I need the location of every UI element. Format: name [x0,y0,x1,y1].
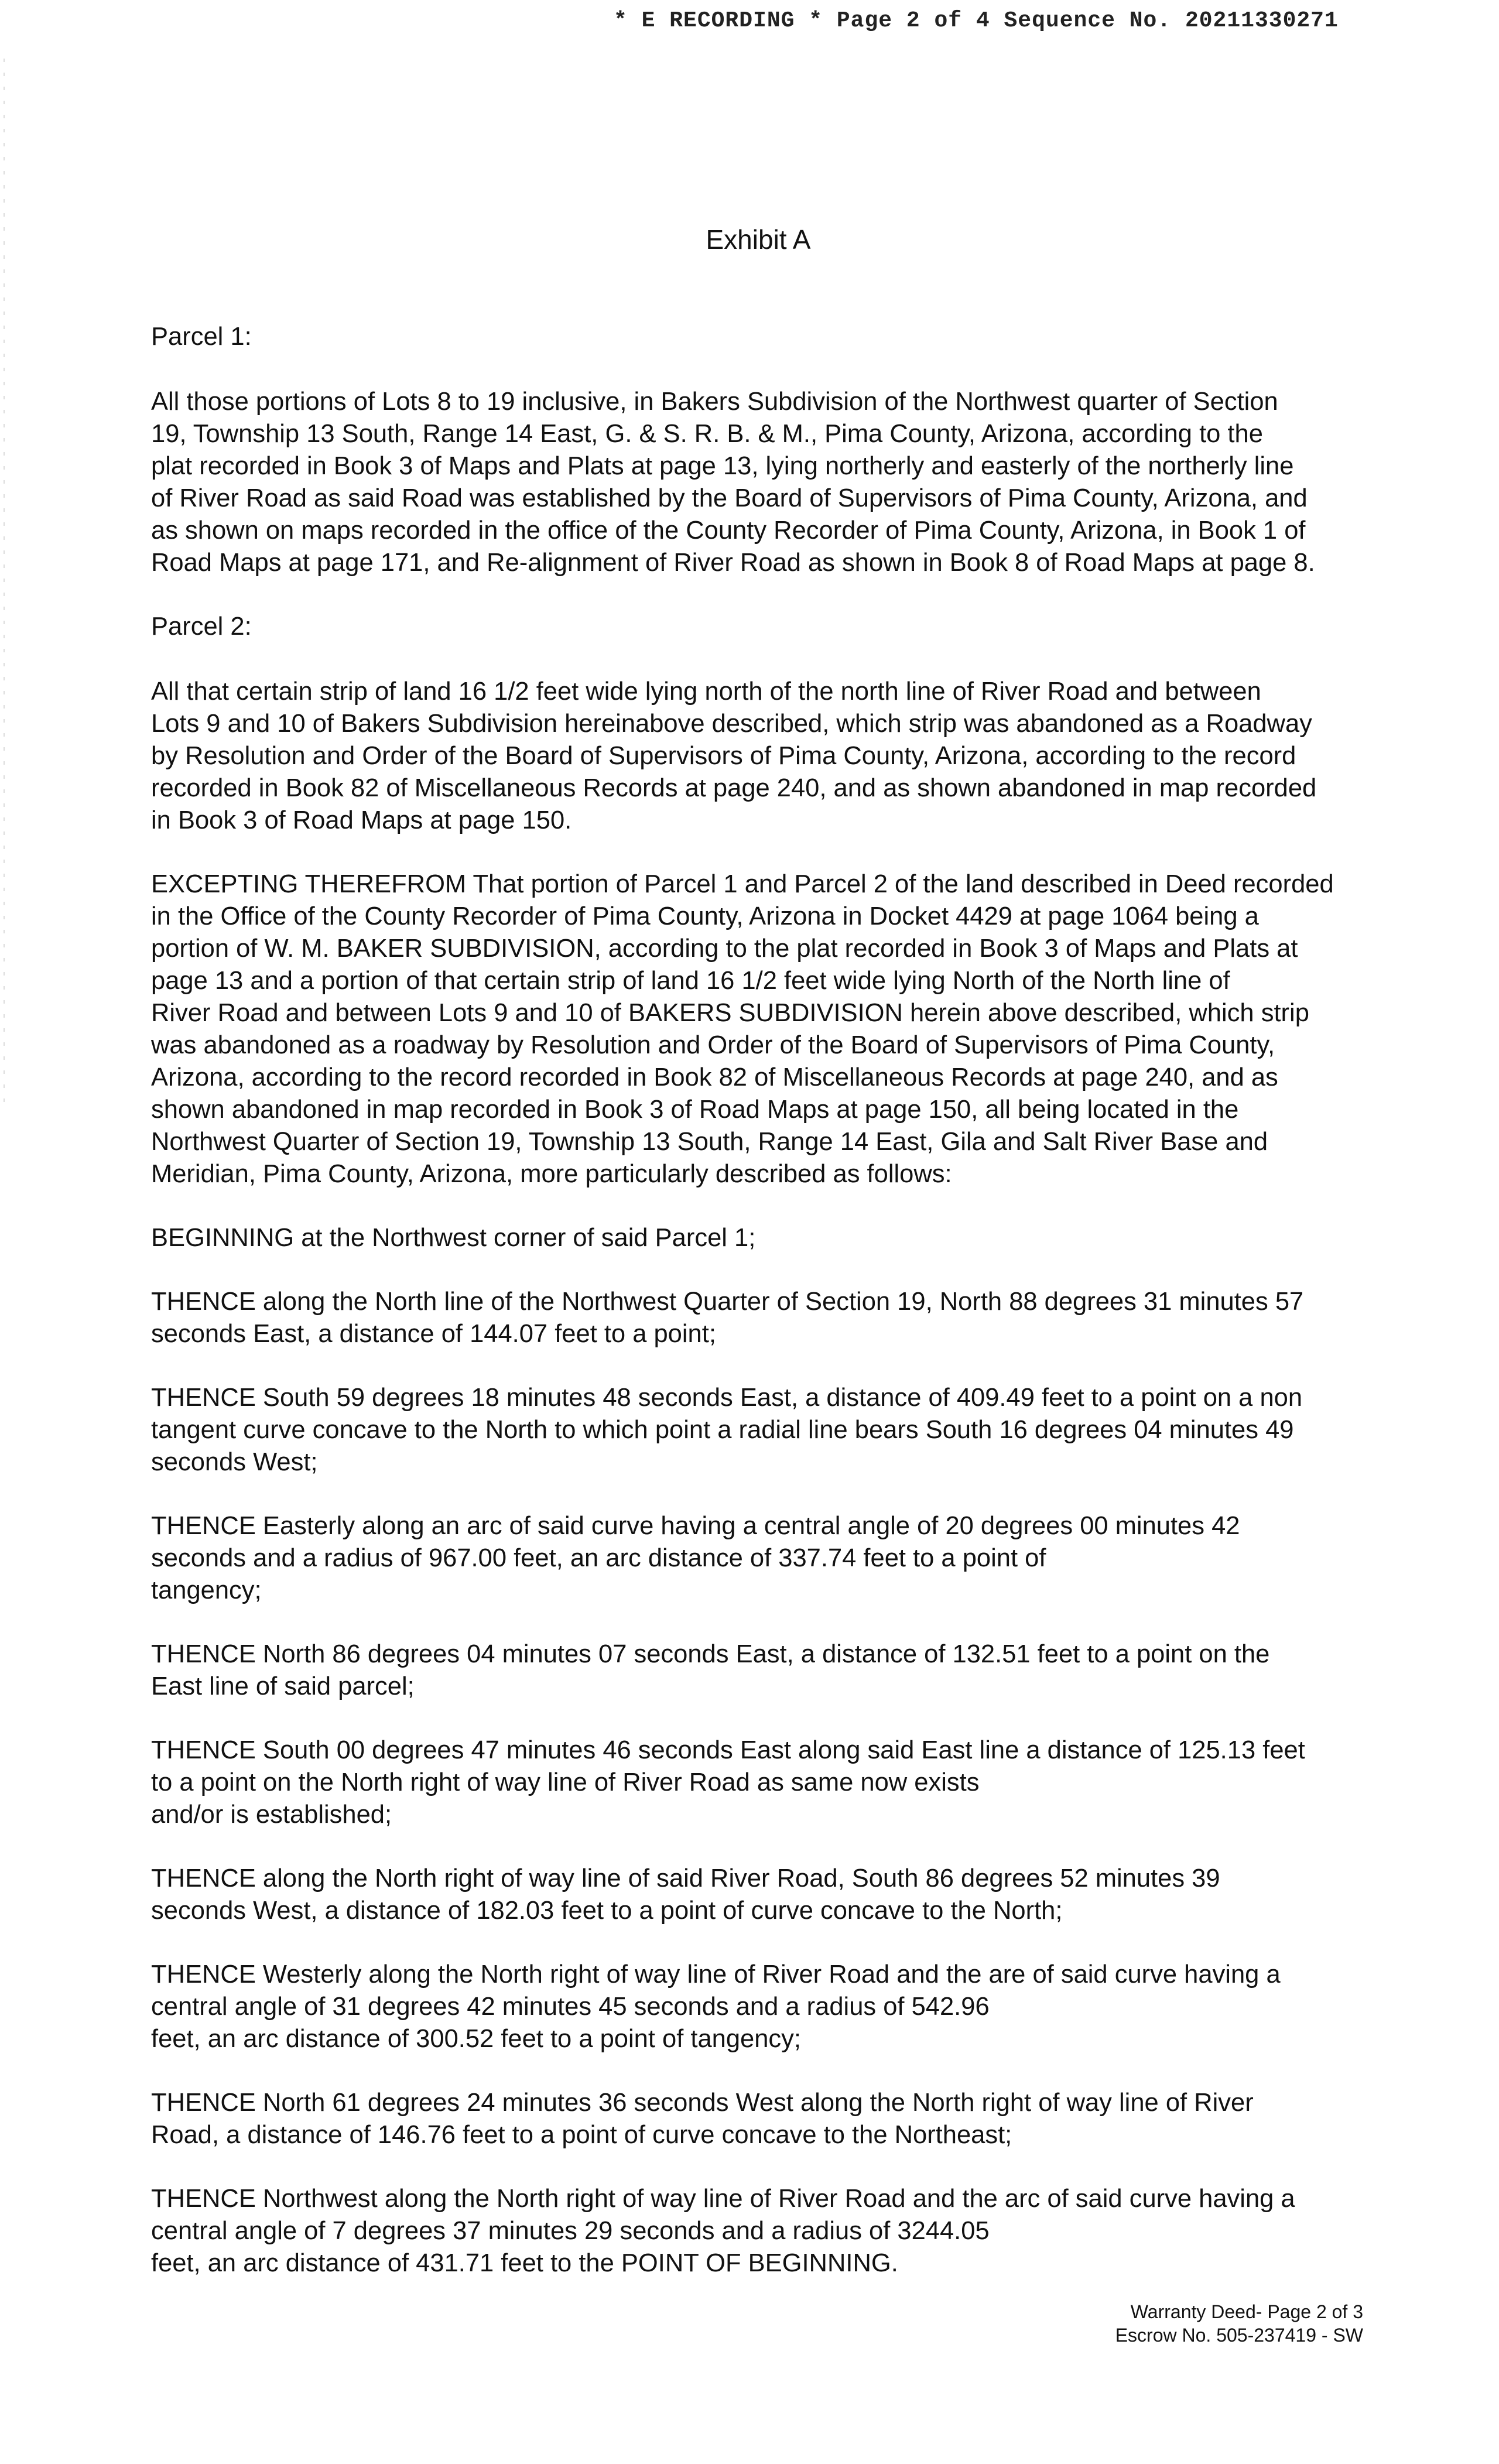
course-4: THENCE North 86 degrees 04 minutes 07 seconds East, a distance of 132.51 feet to a point on the East line of said parcel; [151,1640,1270,1700]
parcel-1-description: All those portions of Lots 8 to 19 inclusive, in Bakers Subdivision of the Northwest quarter of Section 19, Township 13 South, Range 14 East, G. & S. R. B. & M., Pima County, Arizona, according to the plat recorded in Book 3 of Maps and Plats at page 13, lying northerly and easterly of the northerly line of River Road as said Road was established by the Board of Supervisors of Pima County, Arizona, and as shown on maps recorded in the office of the County Recorder of Pima County, Arizona, in Book 1 of Road Maps at page 171, and Re-alignment of River Road as shown in Book 8 of Road Maps at page 8. [151,388,1315,577]
footer-deed-page: Warranty Deed- Page 2 of 3 [1130,2301,1363,2322]
course-1: THENCE along the North line of the Northwest Quarter of Section 19, North 88 degrees 31 minutes 57 seconds East, a distance of 144.07 feet to a point; [151,1288,1304,1348]
footer-escrow-number: Escrow No. 505-237419 - SW [1115,2325,1363,2346]
point-of-beginning: BEGINNING at the Northwest corner of said Parcel 1; [151,1224,756,1252]
exhibit-title: Exhibit A [706,224,811,255]
exception-paragraph: EXCEPTING THEREFROM That portion of Parcel 1 and Parcel 2 of the land described in Deed recorded in the Office of the County Recorder of Pima County, Arizona in Docket 4429 at page 1064 being a portion of W. M. BAKER SUBDIVISION, according to the plat recorded in Book 3 of Maps and Plats at page 13 and a portion of that certain strip of land 16 1/2 feet wide lying North of the North line of River Road and between Lots 9 and 10 of BAKERS SUBDIVISION herein above described, which strip was abandoned as a roadway by Resolution and Order of the Board of Supervisors of Pima County, Arizona, according to the record recorded in Book 82 of Miscellaneous Records at page 240, and as shown abandoned in map recorded in Book 3 of Road Maps at page 150, all being located in the Northwest Quarter of Section 19, Township 13 South, Range 14 East, Gila and Salt River Base and Meridian, Pima County, Arizona, more particularly described as follows: [151,870,1334,1188]
legal-description-body [151,321,1369,2280]
course-7: THENCE Westerly along the North right of way line of River Road and the are of said curve having a central angle of 31 degrees 42 minutes 45 seconds and a radius of 542.96 feet, an arc distance of 300.52 feet to a point of tangency; [151,1960,1281,2053]
parcel-2-heading: Parcel 2: [151,612,252,641]
course-9: THENCE Northwest along the North right of way line of River Road and the arc of said curve having a central angle of 7 degrees 37 minutes 29 seconds and a radius of 3244.05 feet, an arc distance of 431.71 feet to the POINT OF BEGINNING. [151,2185,1295,2277]
scan-edge-artifact [4,59,5,1113]
course-5: THENCE South 00 degrees 47 minutes 46 seconds East along said East line a distance of 125.13 feet to a point on the North right of way line of River Road as same now exists and/or is established; [151,1736,1305,1829]
course-8: THENCE North 61 degrees 24 minutes 36 seconds West along the North right of way line of River Road, a distance of 146.76 feet to a point of curve concave to the Northeast; [151,2089,1254,2149]
parcel-2-description: All that certain strip of land 16 1/2 feet wide lying north of the north line of River Road and between Lots 9 and 10 of Bakers Subdivision hereinabove described, which strip was abandoned as a Roadway by Resolution and Order of the Board of Supervisors of Pima County, Arizona, according to the record recorded in Book 82 of Miscellaneous Records at page 240, and as shown abandoned in map recorded in Book 3 of Road Maps at page 150. [151,677,1317,834]
page-footer [1115,2300,1363,2347]
recording-stamp: * E RECORDING * Page 2 of 4 Sequence No. 20211330271 [614,8,1339,33]
course-2: THENCE South 59 degrees 18 minutes 48 seconds East, a distance of 409.49 feet to a point on a non tangent curve concave to the North to which point a radial line bears South 16 degrees 04 minutes 49 seconds West; [151,1384,1303,1476]
course-6: THENCE along the North right of way line of said River Road, South 86 degrees 52 minutes 39 seconds West, a distance of 182.03 feet to a point of curve concave to the North; [151,1864,1220,1925]
course-3: THENCE Easterly along an arc of said curve having a central angle of 20 degrees 00 minutes 42 seconds and a radius of 967.00 feet, an arc distance of 337.74 feet to a point of tangency; [151,1512,1240,1604]
parcel-1-heading: Parcel 1: [151,323,252,351]
